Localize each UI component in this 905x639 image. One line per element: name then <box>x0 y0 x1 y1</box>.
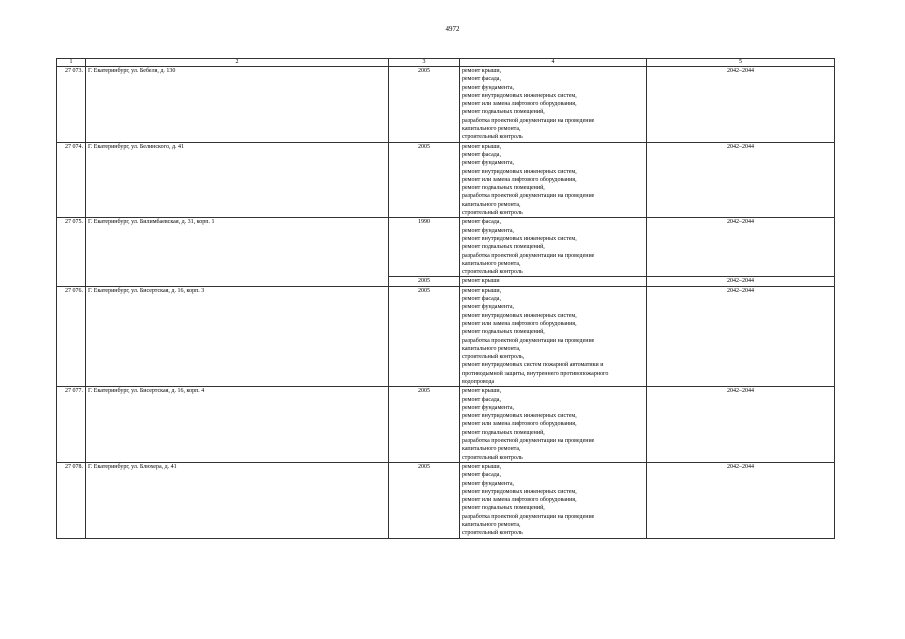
period-cell: 2042–2044 <box>647 218 835 277</box>
table-row <box>57 286 835 387</box>
table-row <box>57 142 835 218</box>
works-cell <box>460 218 647 277</box>
column-header-2: 2 <box>86 59 389 67</box>
work-item: водопровода <box>462 378 495 385</box>
work-item: капитального ремонта, <box>462 201 521 208</box>
address-cell: Г. Екатеринбург, ул. Бебеля, д. 130 <box>86 67 389 143</box>
address-cell: Г. Екатеринбург, ул. Билимбаевская, д. 31, корп. 1 <box>86 218 389 286</box>
period-cell: 2042–2044 <box>647 462 835 538</box>
work-item: строительный контроль <box>462 134 523 141</box>
period-cell: 2042–2044 <box>647 286 835 387</box>
table-header <box>57 59 835 67</box>
work-item: ремонт внутридомовых систем пожарной автоматики и <box>462 362 604 369</box>
work-item: капитального ремонта, <box>462 522 521 529</box>
period-cell: 2042–2044 <box>647 142 835 218</box>
work-item: строительный контроль <box>462 454 523 461</box>
year-cell: 2005 <box>389 387 460 463</box>
work-item: ремонт внутридомовых инженерных систем, <box>462 413 577 420</box>
row-number: 27 077. <box>57 387 86 463</box>
work-item: ремонт внутридомовых инженерных систем, <box>462 235 577 242</box>
year-cell: 1990 <box>389 218 460 277</box>
work-item: ремонт подвальных помещений, <box>462 329 545 336</box>
work-item: ремонт крыши, <box>462 463 502 470</box>
work-item: ремонт внутридомовых инженерных систем, <box>462 312 577 319</box>
works-cell <box>460 286 647 387</box>
row-number: 27 074. <box>57 142 86 218</box>
work-item: ремонт подвальных помещений, <box>462 185 545 192</box>
header-row <box>57 59 835 67</box>
work-item: строительный контроль <box>462 269 523 276</box>
work-item: ремонт фасада, <box>462 151 501 158</box>
work-item: ремонт фасада, <box>462 219 501 226</box>
work-item: капитального ремонта, <box>462 345 521 352</box>
period-cell: 2042–2044 <box>647 277 835 286</box>
column-header-4: 4 <box>460 59 647 67</box>
year-cell: 2005 <box>389 286 460 387</box>
period-cell: 2042–2044 <box>647 67 835 143</box>
row-number: 27 078. <box>57 462 86 538</box>
work-item: капитального ремонта, <box>462 126 521 133</box>
table-row <box>57 67 835 143</box>
work-item: ремонт подвальных помещений, <box>462 109 545 116</box>
row-number: 27 076. <box>57 286 86 387</box>
column-header-3: 3 <box>389 59 460 67</box>
work-item: разработка проектной документации на проведение <box>462 252 595 259</box>
work-item: строительный контроль <box>462 530 523 537</box>
work-item: ремонт внутридомовых инженерных систем, <box>462 488 577 495</box>
repair-schedule-table <box>56 58 835 539</box>
work-item: ремонт крыши, <box>462 143 502 150</box>
table-row <box>57 387 835 463</box>
work-item: ремонт фасада, <box>462 296 501 303</box>
works-cell <box>460 67 647 143</box>
work-item: разработка проектной документации на проведение <box>462 117 595 124</box>
works-cell <box>460 277 647 286</box>
work-item: разработка проектной документации на проведение <box>462 337 595 344</box>
work-item: ремонт фундамента, <box>462 160 514 167</box>
work-item: строительный контроль, <box>462 354 525 361</box>
works-cell <box>460 387 647 463</box>
work-item: капитального ремонта, <box>462 446 521 453</box>
work-item: ремонт фундамента, <box>462 404 514 411</box>
work-item: строительный контроль <box>462 210 523 217</box>
year-cell: 2005 <box>389 142 460 218</box>
works-cell <box>460 462 647 538</box>
year-cell: 2005 <box>389 67 460 143</box>
work-item: ремонт крыши <box>462 278 500 285</box>
work-item: противодымной защиты, внутреннего противопожарного <box>462 370 609 377</box>
work-item: ремонт или замена лифтового оборудования, <box>462 101 577 108</box>
column-header-5: 5 <box>647 59 835 67</box>
work-item: разработка проектной документации на проведение <box>462 513 595 520</box>
work-item: разработка проектной документации на проведение <box>462 438 595 445</box>
year-cell: 2005 <box>389 277 460 286</box>
work-item: ремонт или замена лифтового оборудования, <box>462 421 577 428</box>
work-item: ремонт внутридомовых инженерных систем, <box>462 168 577 175</box>
work-item: ремонт внутридомовых инженерных систем, <box>462 92 577 99</box>
work-item: капитального ремонта, <box>462 260 521 267</box>
table-row <box>57 218 835 277</box>
row-number: 27 075. <box>57 218 86 286</box>
work-item: ремонт или замена лифтового оборудования, <box>462 497 577 504</box>
work-item: ремонт крыши, <box>462 388 502 395</box>
page-number: 4972 <box>445 25 460 33</box>
work-item: ремонт фасада, <box>462 396 501 403</box>
work-item: ремонт фундамента, <box>462 304 514 311</box>
work-item: ремонт подвальных помещений, <box>462 244 545 251</box>
work-item: ремонт или замена лифтового оборудования, <box>462 320 577 327</box>
work-item: ремонт крыши, <box>462 287 502 294</box>
address-cell: Г. Екатеринбург, ул. Блюхера, д. 41 <box>86 462 389 538</box>
row-number: 27 073. <box>57 67 86 143</box>
work-item: ремонт или замена лифтового оборудования, <box>462 176 577 183</box>
address-cell: Г. Екатеринбург, ул. Белинского, д. 41 <box>86 142 389 218</box>
year-cell: 2005 <box>389 462 460 538</box>
work-item: ремонт подвальных помещений, <box>462 429 545 436</box>
column-header-1: 1 <box>57 59 86 67</box>
work-item: ремонт фундамента, <box>462 480 514 487</box>
table-row <box>57 462 835 538</box>
work-item: ремонт фундамента, <box>462 84 514 91</box>
work-item: ремонт фасада, <box>462 472 501 479</box>
address-cell: Г. Екатеринбург, ул. Бисертская, д. 16, корп. 3 <box>86 286 389 387</box>
table-body <box>57 67 835 539</box>
period-cell: 2042–2044 <box>647 387 835 463</box>
address-cell: Г. Екатеринбург, ул. Бисертская, д. 16, корп. 4 <box>86 387 389 463</box>
work-item: разработка проектной документации на проведение <box>462 193 595 200</box>
work-item: ремонт фундамента, <box>462 227 514 234</box>
work-item: ремонт фасада, <box>462 76 501 83</box>
works-cell <box>460 142 647 218</box>
work-item: ремонт подвальных помещений, <box>462 505 545 512</box>
work-item: ремонт крыши, <box>462 68 502 74</box>
